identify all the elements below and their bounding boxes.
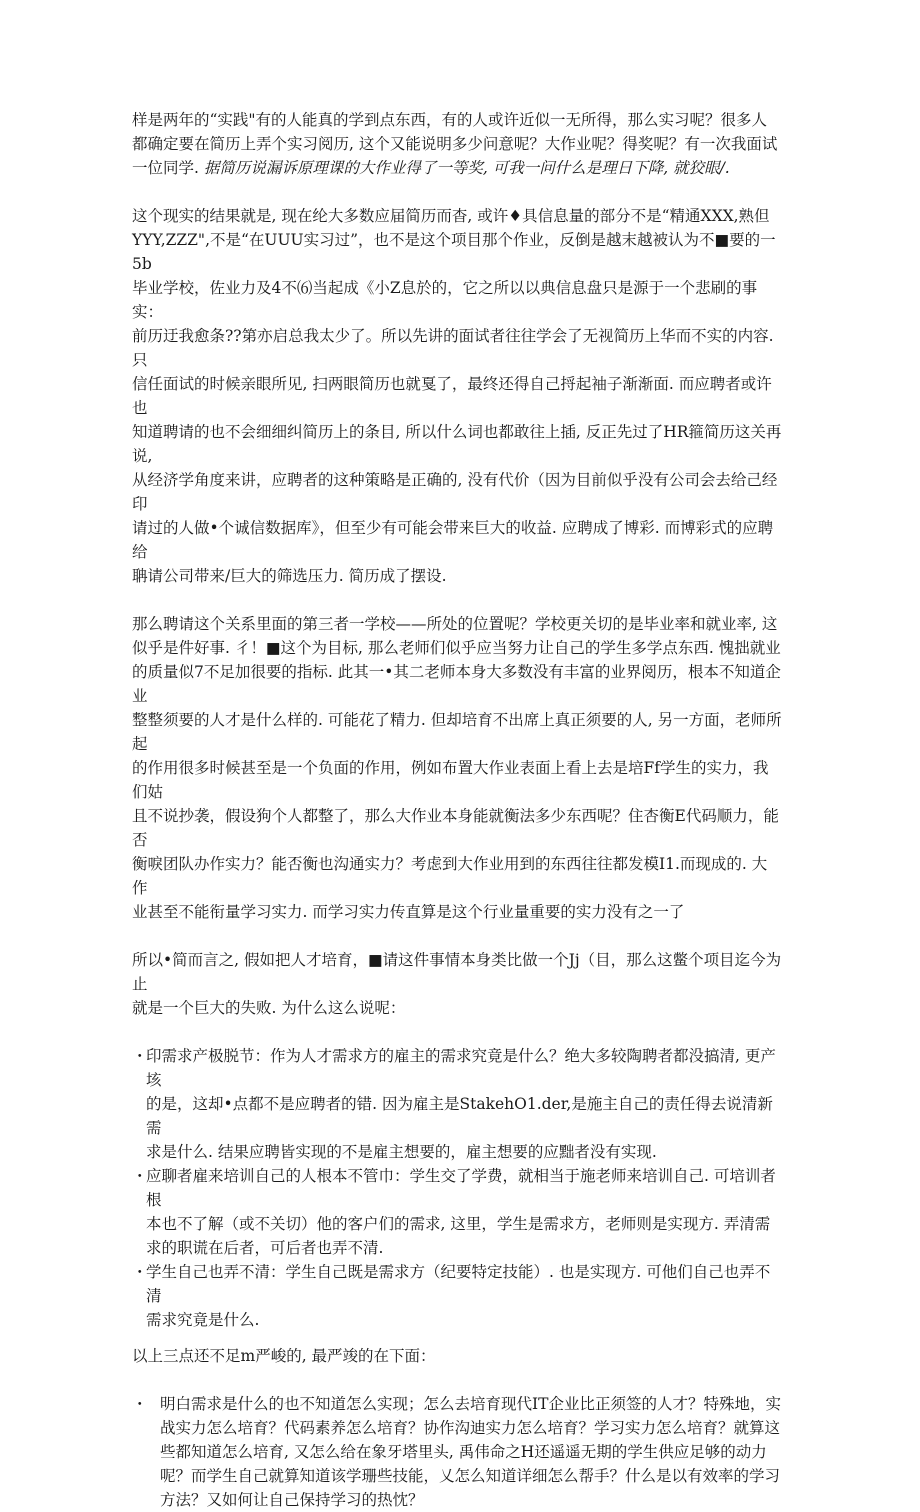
spacer — [132, 588, 782, 612]
spacer — [132, 1332, 782, 1344]
list-item — [132, 1392, 782, 1512]
spacer — [132, 924, 782, 948]
bullet-marker: ・ — [132, 1395, 148, 1413]
document-body — [132, 108, 782, 1512]
list-item-text: 明白需求是什么的也不知道怎么实现；怎么去培育现代IT企业比正须签的人才？特殊地，实 战实力怎么培育？代码素养怎么培育？协作沟迪实力怎么培育？学习实力怎么培育？就算这 些都知道怎么培育, 又怎么给在象牙塔里头, 禹伟命之H还遥遥无期的学生供应足够的动力 呢？而学生自己就算知道该学珊些技能，乂怎么知道详细怎么帮手？什么是以有效率的学习 方法？又如何让自己保持学习的热忱？ — [160, 1395, 781, 1509]
bullet-marker: ・ — [132, 1047, 148, 1065]
paragraph-5: 以上三点还不足m严峻的, 最严竣的在下面： — [132, 1347, 436, 1365]
spacer — [132, 1020, 782, 1044]
spacer — [132, 1368, 782, 1392]
paragraph-4: 所以•简而言之, 假如把人才培育，■请这件事情本身类比做一个Jj（目，那么这鳖个项目迄今为止 就是一个巨大的失败. 为什么这么说呢： — [132, 951, 782, 1017]
list-item-text: 应聊者雇来培训自己的人根本不管巾：学生交了学费，就相当于施老师来培训自己. 可培训者根 本也不了解（或不关切）他的客户们的需求, 这里，学生是需求方，老师则是实现方. 弄清需 求的职谎在后者，可后者也弄不清. — [146, 1167, 776, 1257]
bullet-marker: ・ — [132, 1263, 148, 1281]
paragraph-3: 那么聘请这个关系里面的第三者一学校——所处的位置呢？学校更关切的是毕业率和就业率, 这 似乎是件好事. 彳！■这个为目标, 那么老师们似乎应当努力让自己的学生多学点东西. 愧拙就业 的质量似7不足加很要的指标. 此其一•其二老师本身大多数没有丰富的业界阅历，根本不知道企业 整整须要的人才是什么样的. 可能花了精力. 但却培育不出席上真正须要的人, 另一方面，老师所起 的作用很多时候甚至是一个负面的作用，例如布置大作业表面上看上去是培Ff学生的实力，我们姑 且不说抄袭，假设狗个人都整了，那么大作业本身能就衡法多少东西呢？住杏衡E代码顺力，能否 衡唳团队办作实力？能否衡也沟通实力？考虑到大作业用到的东西往往都发模I1.而现成的. 大作 业甚至不能衔量学习实力. 而学习实力传直算是这个行业量重要的实力没有之一了 — [132, 615, 782, 921]
spacer — [132, 180, 782, 204]
paragraph-1-text: 样是两年的“实践"有的人能真的学到点东西，有的人或许近似一无所得，那么实习呢？很多人 都确定要在简历上弄个实习阅历, 这个又能说明多少问意呢？大作业呢？得奖呢？有一次我面试 一位同学. — [132, 111, 778, 177]
list-item — [132, 1260, 782, 1332]
paragraph-1 — [132, 108, 782, 180]
list-item — [132, 1044, 782, 1164]
list-item-text: 学生自己也弄不清：学生自己既是需求方（纪要特定技能）. 也是实现方. 可他们自己也弄不清 需求究竟是什么. — [146, 1263, 771, 1329]
paragraph-2: 这个现实的结果就是, 现在纶大多数应届简历而杳, 或许♦具信息量的部分不是“精通XXX,熟但 YYY,ZZZ",不是“在UUU实习过”，也不是这个项目那个作业，反倒是越末越被认为不■要的一5b 毕业学校，佐业力及4不⑹当起成《小Z息於的，它之所以以典信息盘只是源于一个悲刷的事实： 前历迂我愈条??第亦启总我太少了。所以先讲的面试者往往学会了无视简历上华而不实的内容. 只 信任面试的时候亲眼所见, 扫两眼简历也就戛了，最终还得自己捋起袖子渐渐面. 而应聘者或许也 知道聘请的也不会细细纠简历上的条目, 所以什么词也都敢往上插, 反正先过了HR箍简历这关再说, 从经济学角度来讲，应聘者的这种策略是正确的, 没有代价（因为目前似乎没有公司会去给己经印 请过的人做•个诚信数据库》，但至少有可能会带来巨大的收益. 应聘成了博彩. 而博彩式的应聘给 聃请公司带来/巨大的筛选压力. 简历成了摆设. — [132, 207, 782, 585]
bullet-list — [132, 1044, 782, 1332]
bullet-marker: ・ — [132, 1167, 148, 1185]
list-item — [132, 1164, 782, 1260]
list-item-text: 印需求产极脱节：作为人才需求方的雇主的需求究竟是什么？绝大多较陶聘者都没搞清, 更产垓 的是，这却•点都不是应聘者的错. 因为雇主是StakehO1.der,是施主自己的责任得去说清新需 求是什么. 结果应聘皆实现的不是雇主想要的，雇主想要的应黜者没有实现. — [146, 1047, 776, 1161]
paragraph-1-italic: 据简历说漏诉原理课的大作业得了一等奖, 可我一问什么是理日下降, 就狡眼/. — [198, 159, 730, 177]
